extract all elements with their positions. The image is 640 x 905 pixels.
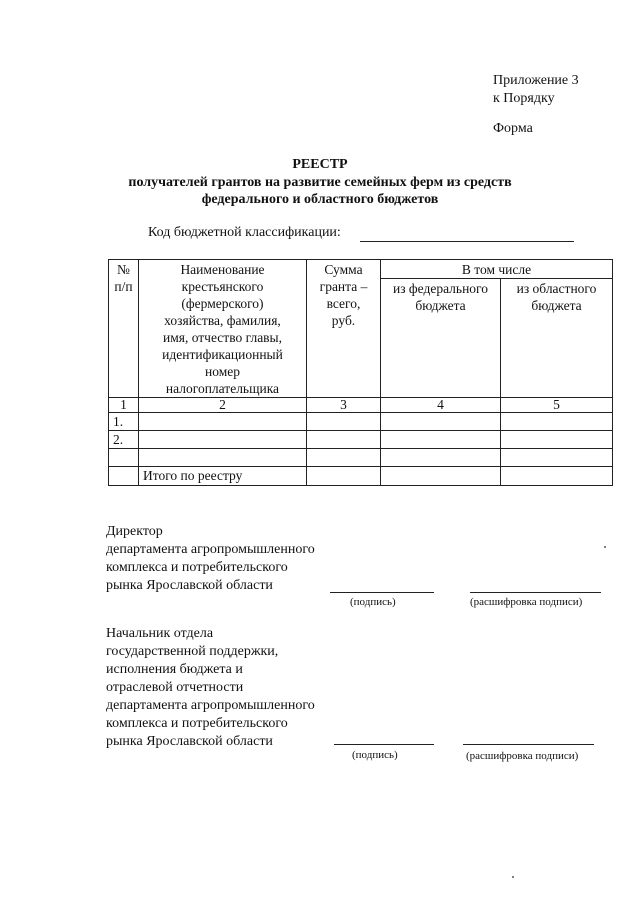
table-cell xyxy=(109,467,139,486)
table-row xyxy=(109,449,613,467)
header-regional-budget: из областного бюджета xyxy=(501,279,613,398)
table-row xyxy=(109,413,613,431)
scan-speck xyxy=(604,546,606,548)
column-number: 1 xyxy=(109,398,139,413)
director-decode-caption: (расшифровка подписи) xyxy=(470,596,583,608)
form-label: Форма xyxy=(493,121,533,136)
table-row xyxy=(109,431,613,449)
table-cell xyxy=(139,431,307,449)
header-number: № п/п xyxy=(109,260,139,398)
header-grant-sum: Сумма гранта – всего, руб. xyxy=(307,260,381,398)
scan-speck xyxy=(512,876,514,878)
table-cell xyxy=(381,467,501,486)
director-signature-line xyxy=(330,592,434,593)
table-cell xyxy=(307,413,381,431)
row-number: 2. xyxy=(109,431,139,449)
table-cell xyxy=(307,467,381,486)
table-cell xyxy=(501,467,613,486)
total-label: Итого по реестру xyxy=(139,467,307,486)
annex-reference xyxy=(493,72,579,108)
director-decode-line xyxy=(470,592,601,593)
total-row xyxy=(109,467,613,486)
director-title: Директор департамента агропромышленного комплекса и потребительского рынка Ярославской области xyxy=(106,524,315,593)
kbk-label: Код бюджетной классификации: xyxy=(148,225,341,240)
table-cell xyxy=(381,431,501,449)
document-subtitle-line-1: получателей грантов на развитие семейных ферм из средств xyxy=(128,175,512,190)
header-federal-budget: из федерального бюджета xyxy=(381,279,501,398)
row-number xyxy=(109,449,139,467)
table-cell xyxy=(501,413,613,431)
annex-line-2: к Порядку xyxy=(493,91,555,106)
registry-table xyxy=(108,259,613,486)
table-header-row xyxy=(109,260,613,279)
column-number: 2 xyxy=(139,398,307,413)
table-cell xyxy=(307,431,381,449)
head-decode-line xyxy=(463,744,594,745)
column-number: 4 xyxy=(381,398,501,413)
table-cell xyxy=(381,413,501,431)
row-number: 1. xyxy=(109,413,139,431)
table-cell xyxy=(307,449,381,467)
kbk-blank-line xyxy=(360,241,574,242)
table-cell xyxy=(139,413,307,431)
header-farm-name: Наименование крестьянского (фермерского) хозяйства, фамилия, имя, отчество главы, идентификационный номер налогоплательщика xyxy=(139,260,307,398)
header-including: В том числе xyxy=(381,260,613,279)
table-cell xyxy=(139,449,307,467)
document-title: РЕЕСТР xyxy=(292,157,348,172)
head-signature-caption: (подпись) xyxy=(352,749,398,761)
table-cell xyxy=(501,431,613,449)
column-number: 5 xyxy=(501,398,613,413)
head-signature-line xyxy=(334,744,434,745)
head-decode-caption: (расшифровка подписи) xyxy=(466,750,579,762)
column-number: 3 xyxy=(307,398,381,413)
head-title: Начальник отдела государственной поддержки, исполнения бюджета и отраслевой отчетности департамента агропромышленного комплекса и потребительского рынка Ярославской области xyxy=(106,626,315,749)
table-cell xyxy=(501,449,613,467)
document-subtitle-line-2: федерального и областного бюджетов xyxy=(201,192,439,207)
annex-line-1: Приложение 3 xyxy=(493,73,579,88)
table-cell xyxy=(381,449,501,467)
director-signature-caption: (подпись) xyxy=(350,596,396,608)
column-numbers-row xyxy=(109,398,613,413)
